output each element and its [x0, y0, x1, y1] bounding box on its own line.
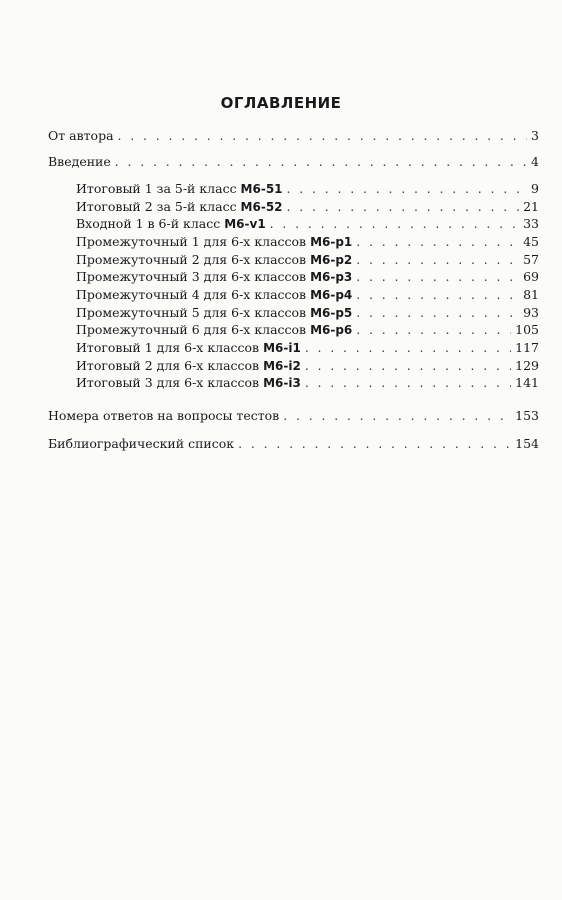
toc-entry: [76, 216, 539, 232]
toc-entry-code: M6-p4: [310, 288, 353, 302]
toc-dot-leader: [115, 154, 527, 170]
toc-entry-title: [76, 340, 301, 356]
toc-entry-title: [76, 375, 301, 391]
toc-entry-title: [76, 216, 266, 232]
toc-dot-leader: [287, 181, 528, 197]
toc-entry-code: M6-51: [240, 182, 283, 196]
toc-dot-leader: [238, 436, 511, 452]
toc-entry: [76, 340, 539, 356]
toc-dot-leader: [305, 375, 511, 391]
toc-entry-text: Итоговый 2 за 5-й класс: [76, 199, 241, 214]
toc-entry: [48, 154, 539, 170]
toc-entry-title: [48, 154, 111, 170]
toc-entry-text: Входной 1 в 6-й класс: [76, 216, 225, 231]
toc-entry-title: [76, 322, 352, 338]
toc-entry: [48, 408, 539, 424]
toc-entry-text: Номера ответов на вопросы тестов: [48, 408, 280, 423]
toc-entry-code: M6-i1: [263, 341, 301, 355]
toc-entry-code: M6-p5: [310, 306, 353, 320]
toc-entry-text: Библиографический список: [48, 436, 235, 451]
toc-entry-title: [48, 436, 234, 452]
toc-entry-page: 153: [515, 408, 539, 423]
toc-dot-leader: [283, 408, 511, 424]
toc-entry: [48, 128, 539, 144]
toc-entry-page: 117: [515, 340, 539, 355]
toc-entry: [76, 305, 539, 321]
toc-entry: [76, 375, 539, 391]
toc-entry-title: [76, 181, 283, 197]
toc-entry-title: [48, 128, 114, 144]
toc-entry-code: M6-p3: [310, 270, 353, 284]
toc-dot-leader: [356, 234, 519, 250]
toc-entry-text: Итоговый 1 за 5-й класс: [76, 181, 241, 196]
toc-entry-text: Итоговый 1 для 6-х классов: [76, 340, 264, 355]
toc-entry-title: [76, 234, 352, 250]
toc-entry-page: 141: [515, 375, 539, 390]
toc-entry-text: Введение: [48, 154, 111, 169]
toc-entry-title: [76, 199, 283, 215]
toc-entry-page: 9: [531, 181, 539, 196]
toc-dot-leader: [356, 322, 511, 338]
toc-entry-title: [76, 287, 352, 303]
toc-entry-page: 21: [523, 199, 539, 214]
toc-entry-code: M6-i2: [263, 359, 301, 373]
toc-dot-leader: [287, 199, 520, 215]
toc-entry-code: M6-52: [240, 200, 283, 214]
toc-dot-leader: [356, 269, 519, 285]
toc-entry-code: M6-p1: [310, 235, 353, 249]
toc-entry-text: Итоговый 3 для 6-х классов: [76, 375, 264, 390]
toc-entry: [76, 322, 539, 338]
toc-entry-text: Промежуточный 2 для 6-х классов: [76, 252, 311, 267]
toc-entry-text: Промежуточный 1 для 6-х классов: [76, 234, 311, 249]
toc-entry-text: Промежуточный 4 для 6-х классов: [76, 287, 311, 302]
toc-entry: [76, 181, 539, 197]
toc-entry-page: 33: [523, 216, 539, 231]
toc-dot-leader: [356, 252, 519, 268]
toc-entry-text: Итоговый 2 для 6-х классов: [76, 358, 264, 373]
toc-entry-page: 93: [523, 305, 539, 320]
toc-heading: ОГЛАВЛЕНИЕ: [220, 94, 342, 112]
toc-dot-leader: [305, 358, 511, 374]
toc-dot-leader: [305, 340, 511, 356]
toc-entry-page: 45: [523, 234, 539, 249]
toc-entry-title: [76, 269, 352, 285]
toc-entry-title: [76, 252, 352, 268]
toc-entry-text: От автора: [48, 128, 114, 143]
toc-entry-code: M6-p6: [310, 323, 353, 337]
toc-entry-title: [76, 358, 301, 374]
toc-dot-leader: [356, 305, 519, 321]
toc-entry: [76, 269, 539, 285]
toc-entry-code: M6-i3: [263, 376, 301, 390]
toc-entry-text: Промежуточный 5 для 6-х классов: [76, 305, 311, 320]
toc-dot-leader: [118, 128, 528, 144]
toc-entry-text: Промежуточный 6 для 6-х классов: [76, 322, 311, 337]
toc-entry: [76, 234, 539, 250]
toc-entry-page: 105: [515, 322, 539, 337]
toc-entry-code: M6-p2: [310, 253, 353, 267]
toc-dot-leader: [356, 287, 519, 303]
toc-entry-page: 4: [531, 154, 539, 169]
toc-entry-page: 69: [523, 269, 539, 284]
toc-entry: [76, 287, 539, 303]
toc-entry-title: [76, 305, 352, 321]
toc-entry-page: 81: [523, 287, 539, 302]
toc-entry-title: [48, 408, 279, 424]
toc-entry: [76, 199, 539, 215]
toc-dot-leader: [270, 216, 519, 232]
toc-entry-page: 57: [523, 252, 539, 267]
toc-entry-page: 129: [515, 358, 539, 373]
toc-entry-text: Промежуточный 3 для 6-х классов: [76, 269, 311, 284]
toc-entry: [76, 358, 539, 374]
toc-entry: [48, 436, 539, 452]
toc-entry-page: 154: [515, 436, 539, 451]
toc-entry-page: 3: [531, 128, 539, 143]
toc-entry-code: M6-v1: [224, 217, 266, 231]
toc-entry: [76, 252, 539, 268]
